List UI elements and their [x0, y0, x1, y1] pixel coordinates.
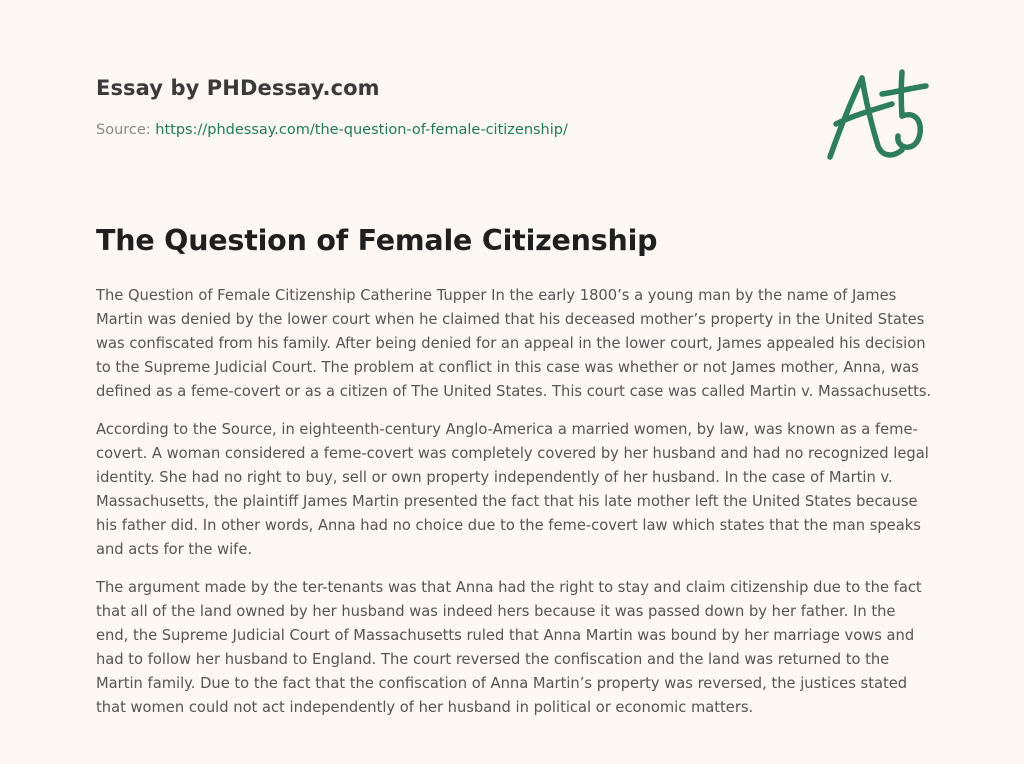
- source-label: Source:: [96, 122, 156, 138]
- a-plus-grade-icon: [822, 64, 932, 168]
- paragraph: The Question of Female Citizenship Catherine Tupper In the early 1800’s a young man by the name of James Martin was denied by the lower court when he claimed that his deceased mother’s property in the United States was confiscated from his family. After being denied for an appeal in the lower court, James appealed his decision to the Supreme Judicial Court. The problem at conflict in this case was whether or not James mother, Anna, was defined as a feme-covert or as a citizen of The United States. This court case was called Martin v. Massachusetts.: [96, 287, 932, 400]
- essay-body: [96, 284, 932, 734]
- source-line: [96, 122, 796, 138]
- paragraph: The argument made by the ter-tenants was that Anna had the right to stay and claim citizenship due to the fact that all of the land owned by her husband was indeed hers because it was passed down by her father. In the end, the Supreme Judicial Court of Massachusetts ruled that Anna Martin was bound by her marriage vows and had to follow her husband to England. The court reversed the confiscation and the land was returned to the Martin family. Due to the fact that the confiscation of Anna Martin’s property was reversed, the justices stated that women could not act independently of her husband in political or economic matters.: [96, 579, 922, 716]
- page-title: The Question of Female Citizenship: [96, 224, 658, 257]
- paragraph: According to the Source, in eighteenth-century Anglo-America a married women, by law, was known as a feme-covert. A woman considered a feme-covert was completely covered by her husband and had no recognized legal identity. She had no right to buy, sell or own property independently of her husband. In the case of Martin v. Massachusetts, the plaintiff James Martin presented the fact that his late mother left the United States because his father did. In other words, Anna had no choice due to the feme-covert law which states that the man speaks and acts for the wife.: [96, 421, 929, 558]
- site-header: [96, 76, 796, 138]
- site-brand: Essay by PHDessay.com: [96, 76, 380, 100]
- source-link[interactable]: https://phdessay.com/the-question-of-female-citizenship/: [155, 122, 568, 138]
